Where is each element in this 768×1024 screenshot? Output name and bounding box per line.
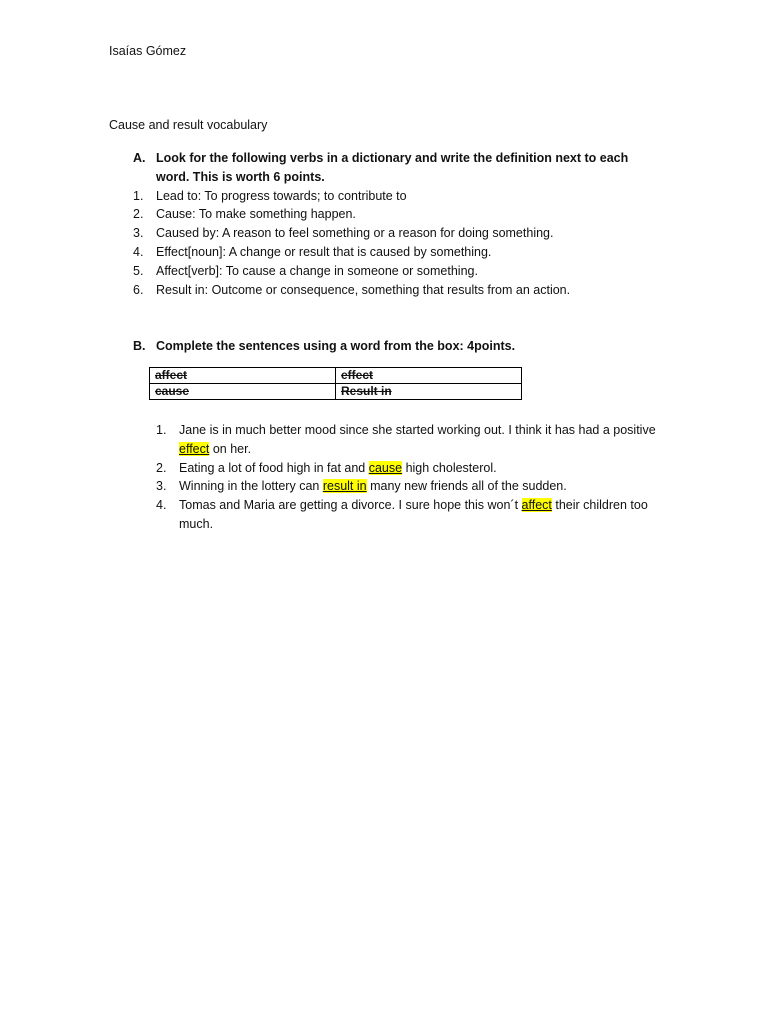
item-text: Caused by: A reason to feel something or a reason for doing something. xyxy=(156,226,554,241)
item-text: Affect[verb]: To cause a change in someone or something. xyxy=(156,263,478,278)
section-b xyxy=(133,337,653,356)
item-text: Lead to: To progress towards; to contribute to xyxy=(156,188,407,203)
word-box-row xyxy=(150,384,522,400)
author-name: Isaías Gómez xyxy=(109,44,187,58)
item-number: 2. xyxy=(133,207,144,222)
item-text: Cause: To make something happen. xyxy=(156,207,356,222)
section-b-marker: B. xyxy=(133,339,146,353)
definition-item xyxy=(133,187,653,206)
item-text: Effect[noun]: A change or result that is caused by something. xyxy=(156,244,492,259)
word-box-cell: cause xyxy=(150,384,336,400)
sentence-text xyxy=(179,496,656,534)
sentence-before: Eating a lot of food high in fat and xyxy=(179,460,369,475)
item-number: 6. xyxy=(133,282,144,297)
sentence-before: Tomas and Maria are getting a divorce. I sure hope this won´t xyxy=(179,498,522,513)
sentence-before: Winning in the lottery can xyxy=(179,479,323,494)
sentence-after: their children too much. xyxy=(179,498,648,531)
definition-item xyxy=(133,281,653,300)
item-number: 4. xyxy=(156,498,167,513)
word-box-cell: Result in xyxy=(336,384,522,400)
item-number: 5. xyxy=(133,263,144,278)
highlighted-answer: result in xyxy=(322,479,367,494)
highlighted-answer: effect xyxy=(179,441,210,456)
sentence-text xyxy=(179,459,656,478)
sentence-after: high cholesterol. xyxy=(402,460,497,475)
sentence-after: many new friends all of the sudden. xyxy=(366,479,567,494)
item-number: 4. xyxy=(133,244,144,259)
section-a-instruction xyxy=(133,149,653,187)
document-title: Cause and result vocabulary xyxy=(109,118,268,132)
sentence-text xyxy=(179,477,656,496)
definition-item xyxy=(133,243,653,262)
section-a-marker: A. xyxy=(133,151,146,165)
highlighted-answer: affect xyxy=(521,498,552,513)
sentence-list xyxy=(156,421,656,534)
item-number: 1. xyxy=(156,423,167,437)
word-box-cell: effect xyxy=(336,368,522,384)
section-b-instruction-text: Complete the sentences using a word from the box: 4points. xyxy=(156,339,516,353)
word-box-row xyxy=(150,368,522,384)
item-number: 3. xyxy=(133,226,144,241)
word-box-cell: affect xyxy=(150,368,336,384)
sentence-before: Jane is in much better mood since she started working out. I think it has had a positive xyxy=(179,423,656,437)
highlighted-answer: cause xyxy=(368,460,403,475)
sentence-after: on her. xyxy=(209,441,252,456)
section-b-instruction xyxy=(133,337,653,356)
section-a xyxy=(133,149,653,299)
item-number: 3. xyxy=(156,479,167,494)
item-text: Result in: Outcome or consequence, something that results from an action. xyxy=(156,282,571,297)
sentence-item xyxy=(156,459,656,478)
sentence-text xyxy=(179,421,656,459)
item-number: 2. xyxy=(156,460,167,475)
sentence-item xyxy=(156,496,656,534)
sentence-item xyxy=(156,477,656,496)
word-box xyxy=(149,367,522,400)
section-a-instruction-text: Look for the following verbs in a dictionary and write the definition next to each word. This is worth 6 points. xyxy=(156,151,629,184)
sentence-item xyxy=(156,421,656,459)
item-number: 1. xyxy=(133,188,144,203)
definition-item xyxy=(133,205,653,224)
definition-item xyxy=(133,224,653,243)
definition-item xyxy=(133,262,653,281)
